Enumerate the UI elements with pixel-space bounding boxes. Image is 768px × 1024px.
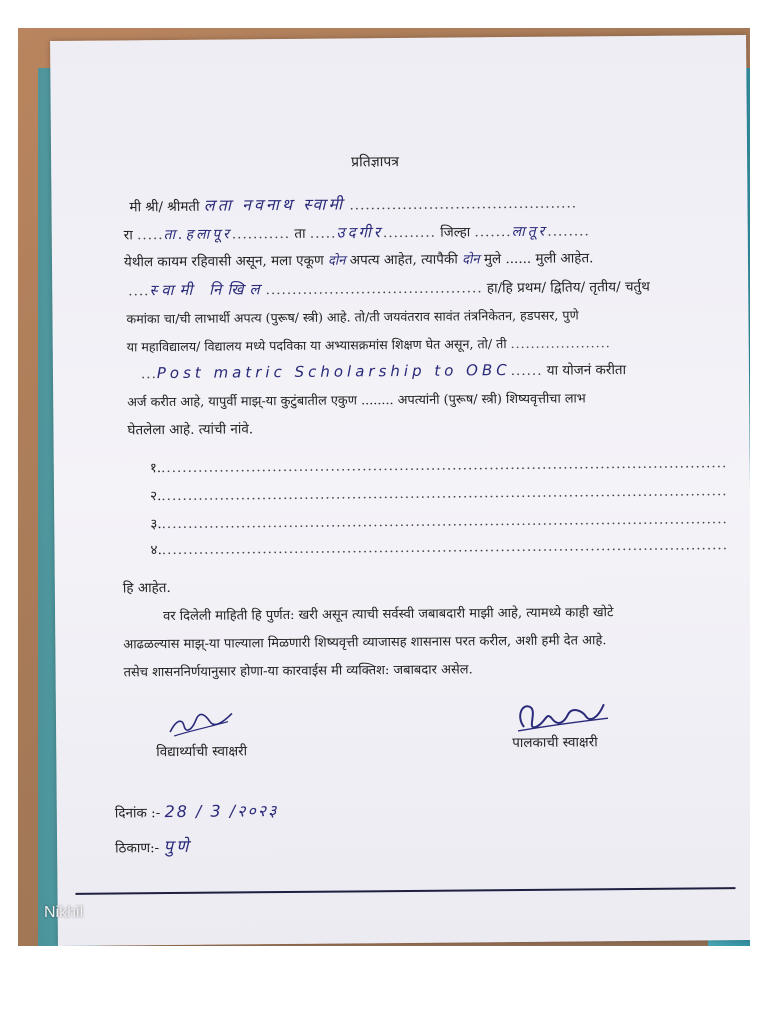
- line2: रा .....ता.हलापूर........... ता .....उदगीर.......... जिल्हा .......लातूर........: [123, 223, 590, 244]
- village: ता.हलापूर: [163, 226, 232, 244]
- para-line-1: वर दिलेली माहिती हि पुर्णत: खरी असून त्याची सर्वस्वी जबाबदारी माझी आहे, त्यामध्ये काही खोटे: [163, 605, 614, 625]
- line7: ...Post matric Scholarship to OBC...... या योजनं करीता: [140, 361, 627, 383]
- line8: अर्ज करीत आहे, यापुर्वी माझ्-या कुटुंबातील एकुण ........ अपत्यांनी (पुरूष/ स्त्री) शिष्यवृत्तीचा लाभ: [127, 391, 586, 411]
- line2-ta: ता: [294, 225, 306, 242]
- para-line-3: तसेच शासननिर्णयानुसार होणा-या कारवाईस मी व्यक्तिश: जबाबदार असेल.: [123, 662, 473, 681]
- place-label: ठिकाण:-: [115, 840, 160, 857]
- affidavit-paper: [50, 35, 750, 946]
- student-sign-label: विद्यार्थ्याची स्वाक्षरी: [156, 743, 248, 761]
- list-item-3: ३............................................................................................................: [150, 511, 728, 533]
- line1-prefix: मी श्री/ श्रीमती: [129, 198, 200, 216]
- children-count: दोन: [327, 253, 346, 269]
- list-number-4: ४.: [150, 542, 162, 559]
- hi-ahet: हि आहेत.: [122, 580, 171, 597]
- line3-b: अपत्य आहेत, त्यापैकी: [349, 251, 458, 269]
- scheme-name: Post matric Scholarship to OBC: [156, 361, 511, 383]
- place-value: पुणे: [163, 836, 192, 858]
- line1: मी श्री/ श्रीमती लता नवनाथ स्वामी ...........................................: [129, 194, 578, 216]
- date-label: दिनांक :-: [114, 805, 161, 822]
- parent-signature-icon: [512, 696, 612, 737]
- line2-ra: रा: [123, 227, 133, 244]
- line2-jilha: जिल्हा: [440, 224, 471, 241]
- place-row: [115, 834, 192, 858]
- sons-count: दोन: [462, 252, 480, 268]
- line9: घेतलेला आहे. त्यांची नांवे.: [127, 421, 254, 439]
- line7-rest: या योजनं करीता: [546, 362, 627, 379]
- date-row: [115, 799, 279, 822]
- list-item-4: ४............................................................................................................: [150, 537, 729, 559]
- parent-sign-label: पालकाची स्वाक्षरी: [512, 734, 598, 752]
- list-item-2: २............................................................................................................: [149, 483, 728, 505]
- line6-text: या महाविद्यालय/ विद्यालय मध्ये पदविका या अभ्यासक्रमांस शिक्षण घेत असून, तो/ ती: [126, 336, 507, 355]
- para-line-2: आढळल्यास माझ्-या पाल्याला मिळणारी शिष्यवृत्ती व्याजासह शासनास परत करील, अशी हमी देत आहे.: [123, 633, 607, 653]
- document-title: प्रतिज्ञापत्र: [351, 154, 400, 171]
- line3-c: मुले ...... मुली आहेत.: [483, 250, 594, 268]
- photo-background: [18, 28, 750, 946]
- bottom-rule: [75, 887, 735, 895]
- list-number-3: ३.: [150, 516, 162, 533]
- watermark: Nikhil: [44, 904, 84, 921]
- line4-rest: हा/हि प्रथम/ द्वितिय/ तृतीय/ चर्तुथ: [486, 278, 650, 297]
- line4: ....स्वामी निखिल......................................... हा/हि प्रथम/ द्वितिय/ तृतीय/ चर्तुथ: [128, 278, 650, 300]
- line5: कमांका चा/ची लाभार्थी अपत्य (पुरूष/ स्त्री) आहे. तो/ती जयवंतराव सावंत तंत्रनिकेतन, हडपसर, पुणे: [126, 307, 579, 327]
- list-number-2: २.: [149, 488, 162, 505]
- date-value: 28 / 3 /२०२३: [164, 801, 279, 822]
- district: लातूर: [511, 223, 548, 241]
- line3: [124, 248, 594, 270]
- list-number-1: १.: [149, 460, 162, 477]
- list-item-1: १............................................................................................................: [149, 455, 728, 477]
- applicant-parent-name: लता नवनाथ स्वामी: [203, 194, 346, 215]
- line6: या महाविद्यालय/ विद्यालय मध्ये पदविका या अभ्यासक्रमांस शिक्षण घेत असून, तो/ ती ....................: [126, 335, 611, 355]
- student-name: स्वामी निखिल: [149, 280, 266, 300]
- line3-a: येथील कायम रहिवासी असून, मला एकूण: [123, 252, 324, 271]
- taluka: उदगीर: [336, 223, 384, 242]
- student-signature-icon: [166, 709, 236, 738]
